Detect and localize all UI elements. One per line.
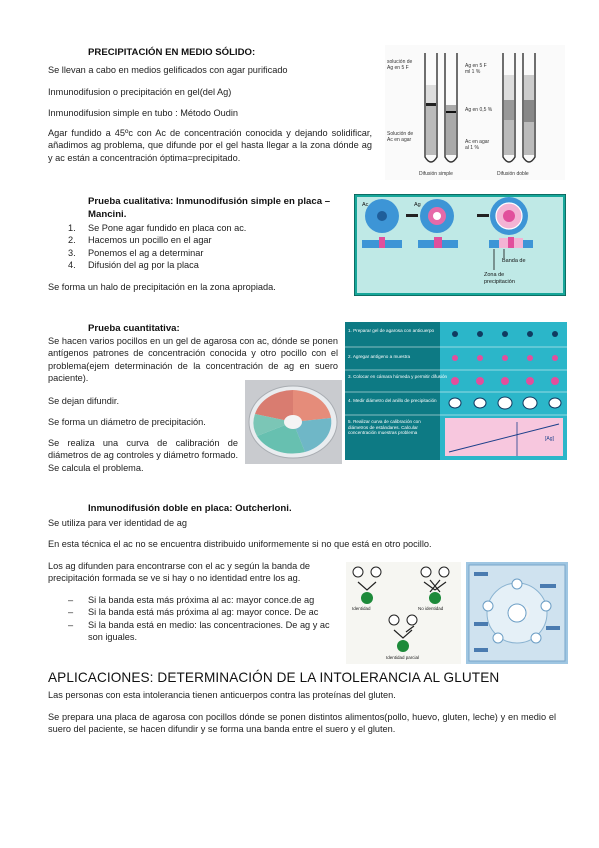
section-title-text: Inmunodifusión doble en placa: Outcherloni. [88, 503, 292, 514]
fig-label: Banda de [502, 258, 526, 264]
tube-diffusion-figure [385, 45, 565, 180]
fig-label: ml 1 % [465, 69, 481, 75]
ouchterlony-diagram [346, 562, 461, 664]
section-title-text: Prueba cualitativa: Inmunodifusión simple en placa – Mancini. [88, 196, 331, 220]
fig-label: Solución de [387, 131, 414, 137]
fig-label: solución de [387, 59, 413, 65]
section-title-cuantitativa [88, 323, 180, 335]
fig-label: precipitación [484, 279, 515, 285]
step-label: 2. Agregar antígeno a muestra [348, 354, 411, 359]
list-item-text: Si la banda está en medio: las concentraciones. De ag y ac son iguales. [88, 619, 330, 642]
section-title-mancini [88, 196, 348, 221]
fig-caption: No identidad [418, 606, 444, 611]
fig-label: Ag en 5 F [465, 63, 487, 69]
list-item-text: Difusión del ag por la placa [88, 259, 199, 270]
paragraph: Se prepara una placa de agarosa con pocillos dónde se ponen distintos alimentos(pollo, huevo, gluten, leche) y en medio el suero del paciente, se hacen difundir y se forma una banda entre el suero y el gluten. [48, 712, 556, 735]
fig-label: Ag en 0,5 % [465, 107, 493, 113]
fig-caption: Difusión simple [419, 171, 453, 177]
section-title-ouchterlony [88, 503, 292, 515]
axis-label: [Ag] [545, 436, 554, 442]
fig-label: al 1 % [465, 145, 479, 151]
fig-label: Ag en 5 F [387, 65, 409, 71]
list-item: – Si la banda está más próxima al ag: mayor conce. De ac [68, 607, 319, 618]
fig-caption: Identidad [352, 606, 371, 611]
list-item-text: Ponemos el ag a determinar [88, 247, 204, 258]
section-title-text: Prueba cuantitativa: [88, 323, 180, 334]
mancini-figure [354, 194, 566, 296]
paragraph: Los ag difunden para encontrarse con el ac y según la banda de precipitación formada se ve si hay o no identidad entre los ag. [48, 561, 311, 584]
paragraph: Se realiza una curva de calibración de diámetros de ag controles y diámetro formado. Se calcula el problema. [48, 438, 238, 473]
list-item-text: Si la banda está más próxima al ag: mayor conce. De ac [88, 607, 319, 618]
step-label: 3. Colocar en cámara húmeda y permitir difusión [348, 374, 448, 379]
paragraph: En esta técnica el ac no se encuentra distribuido uniformemente si no que está en otro pocillo. [48, 539, 432, 549]
applications-heading: APLICACIONES: DETERMINACIÓN DE LA INTOLERANCIA AL GLUTEN [48, 670, 500, 685]
fig-label: Ac en agar [465, 139, 490, 145]
fig-label: Ac en agar [387, 137, 412, 143]
paragraph: Agar fundido a 45ºc con Ac de concentración conocida y dejando solidificar, añadimos ag problema, que difunde por el gel hasta llegar a la zona dónde ag y ac están a concentración óptima=precipitado. [48, 128, 372, 163]
paragraph: Se forma un halo de precipitación en la zona apropiada. [48, 282, 276, 292]
list-item: – Si la banda está en medio: las concentraciones. De ag y ac son iguales. [68, 619, 330, 642]
quantitative-steps-figure [345, 322, 567, 460]
paragraph: Se utiliza para ver identidad de ag [48, 518, 187, 528]
paragraph: Inmunodifusion o precipitación en gel(del Ag) [48, 87, 232, 97]
agar-plate-photo [245, 380, 342, 464]
list-item: 4. Difusión del ag por la placa [68, 259, 199, 270]
step-label: 1. Preparar gel de agarosa con anticuerpo [348, 328, 435, 333]
list-item: – Si la banda esta más próxima al ac: mayor conce.de ag [68, 595, 315, 605]
section-title-precipitacion: PRECIPITACIÓN EN MEDIO SÓLIDO: [88, 47, 256, 58]
gluten-plate-photo [466, 562, 568, 664]
fig-caption: Difusión doble [497, 171, 529, 177]
list-item-text: Si la banda esta más próxima al ac: mayor conce.de ag [88, 595, 315, 605]
paragraph: Se dejan difundir. [48, 396, 120, 406]
list-item: 1. Se Pone agar fundido en placa con ac. [68, 223, 247, 233]
paragraph: Las personas con esta intolerancia tienen anticuerpos contra las proteínas del gluten. [48, 690, 396, 700]
paragraph: Inmunodifusion simple en tubo : Método Oudin [48, 108, 238, 118]
ouchterlony-list [68, 594, 340, 643]
list-item-text: Se Pone agar fundido en placa con ac. [88, 223, 247, 233]
mancini-steps [68, 222, 246, 271]
list-item: 3. Ponemos el ag a determinar [68, 247, 204, 258]
list-item: 2. Hacemos un pocillo en el agar [68, 235, 212, 246]
paragraph: Se forma un diámetro de precipitación. [48, 417, 206, 427]
fig-label: Ag [414, 202, 421, 208]
paragraph: Se llevan a cabo en medios gelificados con agar purificado [48, 65, 288, 75]
fig-caption: Identidad parcial [386, 655, 420, 660]
fig-label: Ac [362, 202, 369, 208]
step-label: 5. Realizar curva de calibración con diámetros de estándares. Calcular concentración muestras problema [348, 419, 421, 436]
fig-label: Zona de [484, 272, 505, 278]
list-item-text: Hacemos un pocillo en el agar [88, 235, 212, 246]
paragraph: Se hacen varios pocillos en un gel de agarosa con ac, dónde se ponen antígenos patrones de concentración conocida y otro pocillo con el problema(ejem determinación de la concentración de ag en suero paciente). [48, 336, 338, 383]
step-label: 4. Medir diámetro del anillo de precipitación [348, 398, 437, 403]
